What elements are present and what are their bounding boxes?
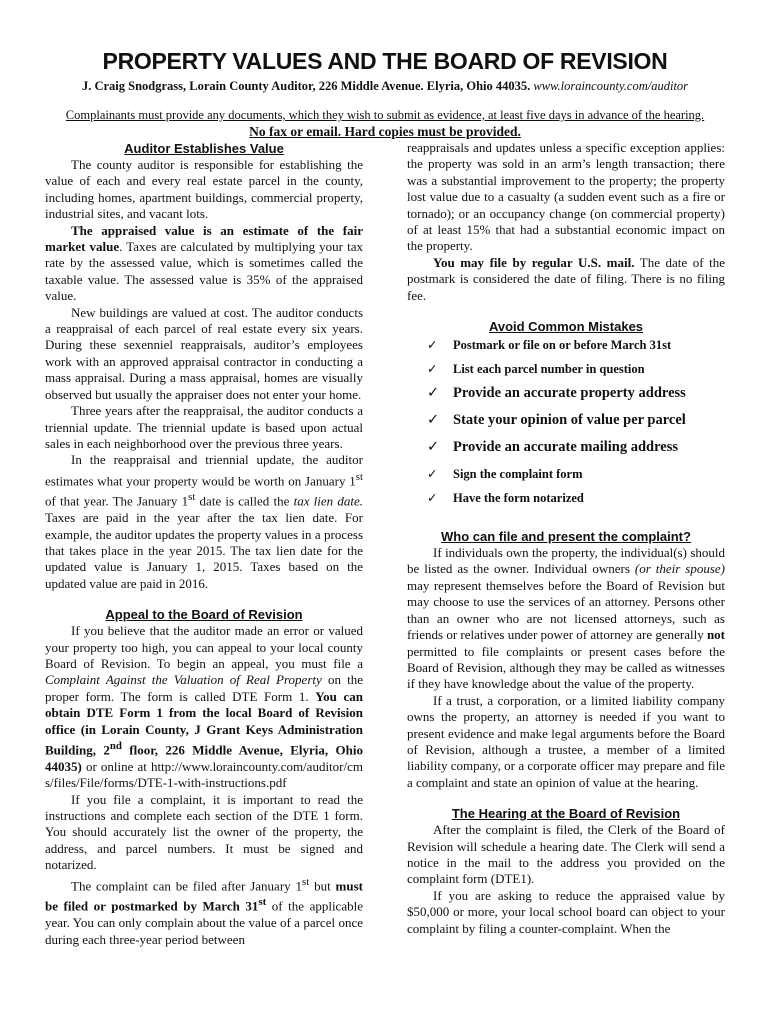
italic-text: tax lien date. [293,493,363,509]
text: If individuals own the property, the individual(s) should be listed as the owner. Individual owners [407,545,725,577]
paragraph [407,545,725,693]
text: The date of the postmark is considered the date of filing. There is no filing fee. [407,254,725,303]
bold-text: floor, 226 Middle Avenue, Elyria, Ohio 44035) [45,742,363,774]
bold-text: You may file by regular U.S. mail. [433,254,635,270]
checklist [407,337,725,514]
checklist-item [427,439,725,466]
right-column [407,140,725,937]
superscript: st [302,875,310,888]
checklist-item [427,385,725,412]
checklist-label: List each parcel number in question [453,362,645,377]
heading-auditor-establishes-value: Auditor Establishes Value [124,141,284,156]
spacer [45,592,363,606]
paragraph: If a trust, a corporation, or a limited liability company owns the property, an attorney is needed if you want to present evidence and make legal arguments before the Board of Revision, although a trustee, a member of a limited liability company, or a corporate officer may prepare and file a complaint and state an opinion of value at the hearing. [407,692,725,790]
superscript: st [188,491,196,504]
paragraph: The county auditor is responsible for establishing the value of each and every real estate parcel in the county, including homes, apartment buildings, commercial property, industrial sites, and vacant lots. [45,157,363,222]
checklist-label: Postmark or file on or before March 31st [453,338,672,353]
checklist-label: Provide an accurate mailing address [453,439,679,456]
spacer [407,514,725,528]
text: but [309,877,336,893]
checklist-item [427,361,725,385]
bold-text: must be filed or postmarked by March 31 [45,877,363,914]
heading-who-can-file: Who can file and present the complaint? [441,529,691,545]
text: Taxes are paid in the year after the tax lien date. For example, the auditor updates the property values in a process that takes place in the year 2015. The tax lien date for the updated value is January 1, 2015. Taxes based on the updated value are paid in 2016. [45,510,363,591]
heading-hearing: The Hearing at the Board of Revision [451,806,681,822]
checklist-item [427,466,725,490]
byline-text: J. Craig Snodgrass, Lorain County Auditor, 226 Middle Avenue. Elyria, Ohio 44035. [81,79,531,93]
hard-copy-notice: No fax or email. Hard copies must be provided. [249,124,521,139]
italic-text: Complaint Against the Valuation of Real Property [45,672,322,688]
paragraph [45,223,363,305]
heading-avoid-mistakes: Avoid Common Mistakes [488,319,644,335]
text: permitted to file complaints or present cases before the Board of Revision, although they may be called as witnesses if they have knowledge about the value of the property. [407,643,725,692]
italic-text: (or their spouse) [634,561,725,577]
paragraph: Three years after the reappraisal, the auditor conducts a triennial update. The triennial update is based upon actual sales in each neighborhood over the previous three years. [45,403,363,451]
paragraph: New buildings are valued at cost. The auditor conducts a reappraisal of each parcel of real estate every six years. During these sexenniel reappraisals, auditor’s employees work with an approved appraisal contractor in conducting a mass appraisal. During a mass appraisal, homes are visually observed but usually the appraiser does not enter your home. [45,304,363,402]
check-icon: ✓ [427,412,440,429]
text: In the reappraisal and triennial update, the auditor estimates what your property would be worth on January 1 [45,452,363,489]
checklist-label: Have the form notarized [453,491,584,506]
check-icon: ✓ [427,491,438,506]
spacer [407,304,725,318]
page-title: PROPERTY VALUES AND THE BOARD OF REVISION [102,48,668,74]
text: of the applicable year. You can only complain about the value of a parcel once during each three-year period between [45,898,363,947]
check-icon: ✓ [427,467,438,482]
text: on the proper form. The form is called DTE Form 1. [45,672,363,704]
superscript: st [258,896,267,909]
paragraph: If you file a complaint, it is important to read the instructions and complete each section of the DTE 1 form. You should accurately list the owner of the property, the address, and parcel numbers. It must be signed and notarized. [45,791,363,873]
bold-text: The appraised value is an estimate of the fair market value [45,222,363,255]
check-icon: ✓ [427,362,438,377]
text: date is called the [195,493,294,509]
check-icon: ✓ [427,338,438,353]
paragraph [45,623,363,791]
checklist-item [427,337,725,361]
bold-text: not [706,627,726,643]
bold-text: You can obtain DTE Form 1 from the local Board of Revision office (in Lorain County, J Grant Keys Administration Building, 2 [45,688,363,758]
website-link[interactable]: www.loraincounty.com/auditor [533,79,689,93]
paragraph [407,255,725,304]
checklist-label: Provide an accurate property address [453,385,686,402]
superscript: st [355,470,363,483]
text: of that year. The January 1 [45,493,189,509]
evidence-notice: Complainants must provide any documents, which they wish to submit as evidence, at least five days in advance of the hearing. [65,108,705,122]
checklist-item [427,412,725,439]
paragraph [45,452,363,592]
paragraph: After the complaint is filed, the Clerk of the Board of Revision will schedule a hearing date. The Clerk will send a notice in the mail to the address you provided on the complaint form (DTE1). [407,822,725,887]
text: may represent themselves before the Board of Revision but may choose to use the services of an attorney. Persons other than an owner who are not licensed attorneys, such as friends or relatives under power of attorney are generally [407,577,725,643]
dte-form-link[interactable]: or online at http://www.loraincounty.com/auditor/cms/files/File/forms/DTE-1-with-instructions.pdf [45,758,363,791]
paragraph [45,874,363,948]
checklist-label: State your opinion of value per parcel [453,412,686,429]
heading-appeal: Appeal to the Board of Revision [105,607,303,623]
text: . Taxes are calculated by multiplying your tax rate by the assessed value, which is sometimes called the taxable value. The assessed value is 35% of the appraised value. [45,239,363,304]
left-column [45,140,363,948]
check-icon: ✓ [427,385,440,402]
spacer [407,791,725,805]
paragraph: reappraisals and updates unless a specific exception applies: the property was sold in an arm’s length transaction; there was a substantial improvement to the property; the property lost value due to a casualty (a sudden event such as a fire or tornado); or an occupancy change (on commercial property) of at least 15% that had a substantial economic impact on the property. [407,140,725,254]
checklist-item [427,490,725,514]
superscript: nd [109,740,122,753]
text: If you believe that the auditor made an error or valued your property too high, you can appeal to your local county Board of Revision. To begin an appeal, you must file a [45,623,363,672]
check-icon: ✓ [427,439,440,456]
byline [0,79,770,94]
text: The complaint can be filed after January 1 [71,877,302,893]
checklist-label: Sign the complaint form [453,467,583,482]
paragraph: If you are asking to reduce the appraised value by $50,000 or more, your local school board can object to your complaint by filing a counter-complaint. When the [407,887,725,936]
